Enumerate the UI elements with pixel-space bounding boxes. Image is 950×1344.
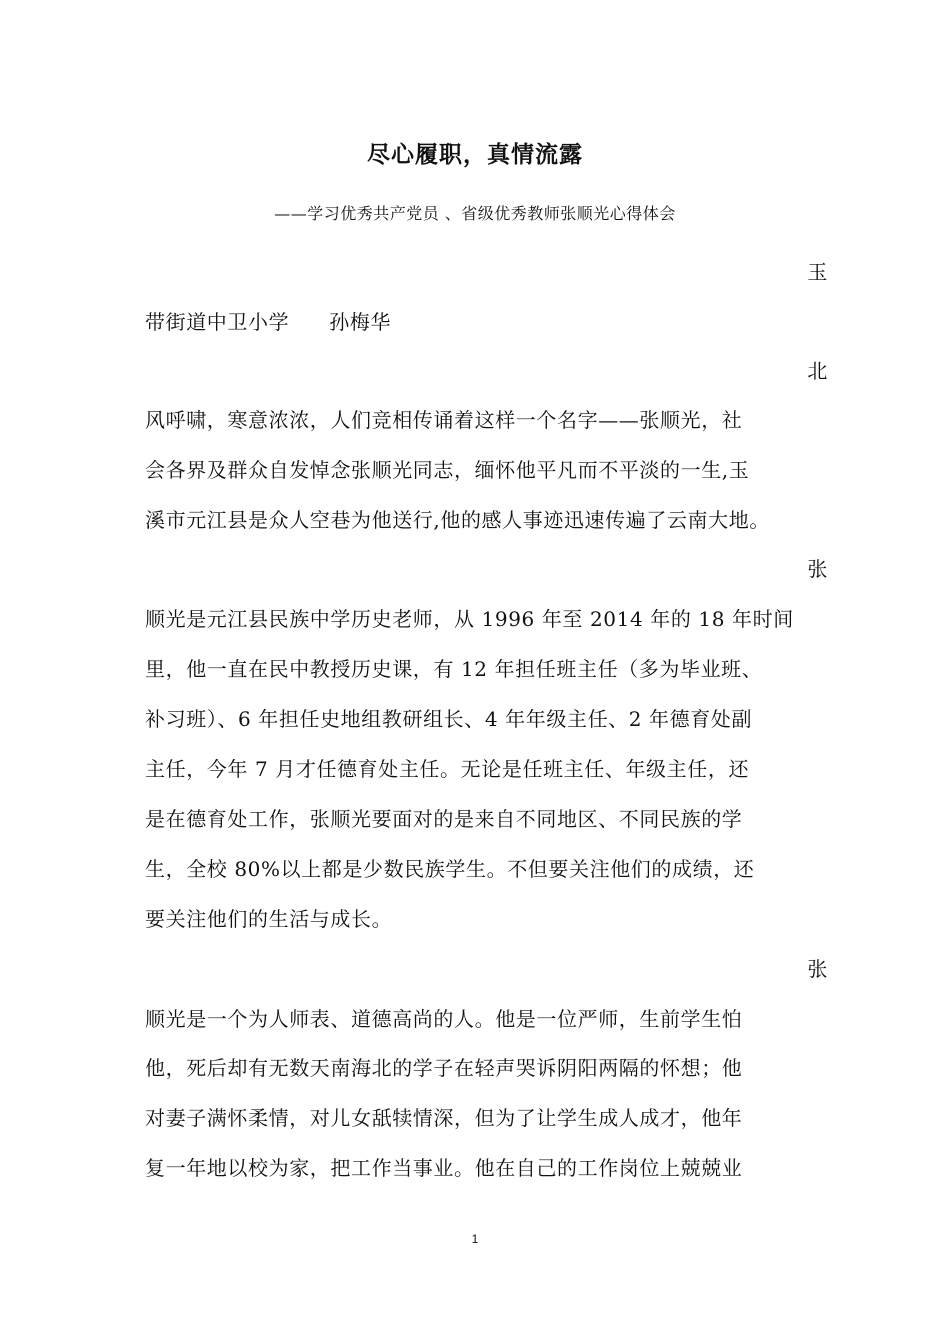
page-number: 1	[471, 1232, 479, 1246]
paragraph-line: 主任，今年 7 月才任德育处主任。无论是任班主任、年级主任，还	[145, 757, 750, 781]
paragraph-lead-char: 张	[807, 957, 828, 981]
paragraph-lead-char: 北	[807, 359, 828, 383]
paragraph-line: 会各界及群众自发悼念张顺光同志，缅怀他平凡而不平淡的一生,玉	[145, 458, 750, 482]
author-school: 带街道中卫小学	[145, 310, 290, 334]
paragraph-line: 生，全校 80%以上都是少数民族学生。不但要关注他们的成绩，还	[145, 857, 755, 881]
paragraph-line: 是在德育处工作，张顺光要面对的是来自不同地区、不同民族的学	[145, 807, 743, 831]
paragraph-line: 里，他一直在民中教授历史课，有 12 年担任班主任（多为毕业班、	[145, 657, 763, 681]
author-lead-char: 玉	[807, 260, 828, 284]
paragraph-lead-char: 张	[807, 557, 828, 581]
author-name: 孙梅华	[329, 310, 392, 334]
author-line	[145, 308, 835, 336]
paragraph-line: 顺光是元江县民族中学历史老师，从 1996 年至 2014 年的 18 年时间	[145, 607, 794, 631]
document-title: 尽心履职，真情流露	[367, 142, 583, 168]
paragraph-line: 补习班）、6 年担任史地组教研组长、4 年年级主任、2 年德育处副	[145, 707, 753, 731]
paragraph-line: 风呼啸，寒意浓浓，人们竞相传诵着这样一个名字——张顺光，社	[145, 408, 743, 432]
paragraph-line: 对妻子满怀柔情，对儿女舐犊情深，但为了让学生成人成才，他年	[145, 1106, 743, 1130]
paragraph-line: 顺光是一个为人师表、道德高尚的人。他是一位严师，生前学生怕	[145, 1007, 743, 1031]
paragraph-line: 复一年地以校为家，把工作当事业。他在自己的工作岗位上兢兢业	[145, 1156, 743, 1180]
paragraph-line: 他，死后却有无数天南海北的学子在轻声哭诉阴阳两隔的怀想；他	[145, 1056, 743, 1080]
paragraph-line: 要关注他们的生活与成长。	[145, 907, 393, 931]
document-subtitle: ——学习优秀共产党员 、省级优秀教师张顺光心得体会	[274, 204, 676, 223]
paragraph-line: 溪市元江县是众人空巷为他送行,他的感人事迹迅速传遍了云南大地。	[145, 508, 770, 532]
